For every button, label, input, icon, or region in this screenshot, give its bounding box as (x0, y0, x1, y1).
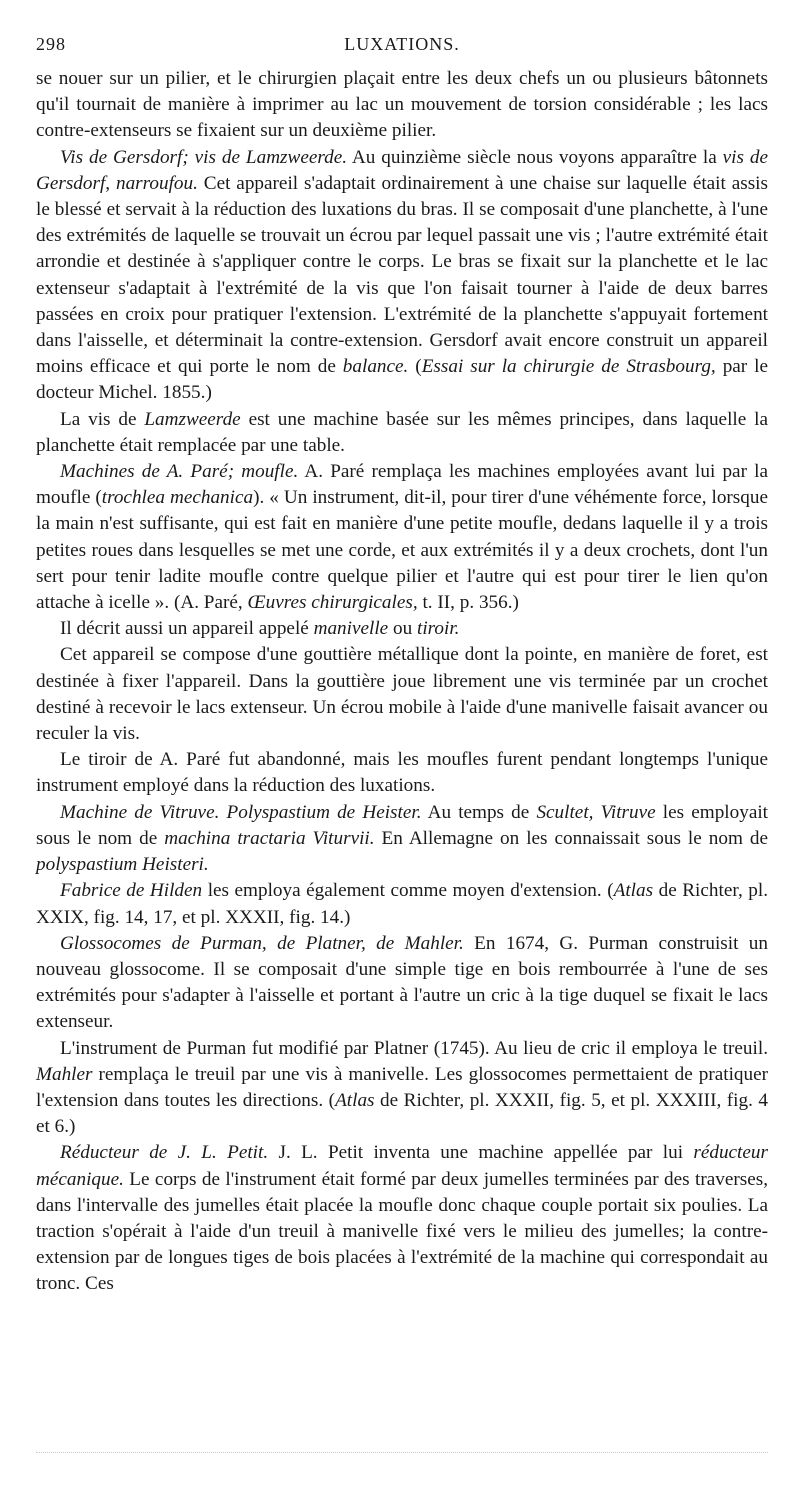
body-text (36, 66, 768, 1298)
paragraph (36, 1036, 768, 1141)
text-run: A. Paré remplaça les machines employées avant lui par la moufle ( (36, 461, 768, 509)
italic-text-run: vis de Gersdorf, narroufou. (36, 146, 769, 194)
text-run: de Richter, pl. XXIX, fig. 14, 17, et pl. XXXII, fig. 14.) (36, 880, 769, 928)
text-run: remplaça le treuil par une vis à manivelle. Les glossocomes permettaient de pratiquer l'extension dans toutes les directions. ( (36, 1063, 768, 1111)
text-run: ( (408, 356, 422, 378)
text-run: L'instrument de Purman fut modifié par Platner (1745). Au lieu de cric il employa le treuil. (60, 1037, 768, 1059)
italic-text-run: manivelle (313, 618, 389, 640)
text-run: par le docteur Michel. 1855.) (36, 356, 769, 404)
text-run: Le tiroir de A. Paré fut abandonné, mais les moufles furent pendant longtemps l'unique instrument employé dans la réduction des luxations. (36, 749, 768, 797)
italic-text-run: Œuvres chirurgicales, (247, 592, 418, 614)
italic-text-run: Mahler (36, 1063, 93, 1085)
page-header (36, 30, 768, 66)
paragraph (36, 642, 768, 747)
paragraph (36, 145, 768, 407)
text-run: les employait sous le nom de (36, 801, 769, 849)
italic-text-run: réducteur mécanique. (36, 1142, 768, 1190)
italic-text-run: polyspastium Heisteri. (36, 854, 209, 876)
text-run: les employa également comme moyen d'extension. ( (202, 880, 614, 902)
page-number: 298 (36, 34, 66, 54)
text-run: J. L. Petit inventa une machine appellée par lui (268, 1142, 694, 1164)
italic-text-run: Vis de Gersdorf; vis de Lamzweerde. (60, 146, 348, 168)
paragraph (36, 878, 768, 930)
text-run: t. II, p. 356.) (417, 592, 519, 614)
text-run: En 1674, G. Purman construisit un nouveau glossocome. Il se composait d'une simple tige en bois rembourrée à l'une de ses extrémités pour s'adapter à l'aisselle et portant à l'autre un cric à la tige duquel se fixait le lacs extenseur. (36, 932, 768, 1033)
italic-text-run: Atlas (613, 880, 654, 902)
text-run: Au quinzième siècle nous voyons apparaître la (347, 146, 723, 168)
text-run: En Allemagne on les connaissait sous le nom de (374, 827, 768, 849)
paragraph (36, 66, 768, 145)
text-run: La vis de (60, 408, 145, 430)
italic-text-run: Glossocomes de Purman, de Platner, de Mahler. (60, 932, 464, 954)
paragraph (36, 459, 768, 616)
italic-text-run: Scultet, Vitruve (536, 801, 656, 823)
italic-text-run: machina tractaria Viturvii. (164, 827, 375, 849)
text-run: est une machine basée sur les mêmes principes, dans laquelle la planchette était remplacée par une table. (36, 408, 768, 456)
text-run: se nouer sur un pilier, et le chirurgien plaçait entre les deux chefs un ou plusieurs bâtonnets qu'il tournait de manière à imprimer au lac un mouvement de torsion considérable ; les lacs contre-extenseurs se fixaient sur un deuxième pilier. (36, 68, 768, 142)
italic-text-run: Machines de A. Paré; moufle. (60, 461, 299, 483)
paragraph (36, 931, 768, 1036)
text-run: Cet appareil s'adaptait ordinairement à une chaise sur laquelle était assis le blessé et servait à la réduction des luxations du bras. Il se composait d'une planchette, à l'une des extrémités de laquelle se trouvait un écrou par lequel passait une vis ; l'autre extrémité était arrondie et destinée à s'appliquer contre le corps. Le bras se fixait sur la planchette et le lac extenseur s'adaptait à l'extrémité de la vis que l'on faisait tourner à l'aide de deux barres passées en croix pour pratiquer l'extension. L'extrémité de la planchette s'appuyait fortement dans l'aisselle, et déterminait la contre-extension. Gersdorf avait encore construit un appareil moins efficace et qui porte le nom de (36, 172, 768, 378)
text-run: Cet appareil se compose d'une gouttière métallique dont la pointe, en manière de foret, est destinée à fixer l'appareil. Dans la gouttière joue librement une vis terminée par un crochet destiné à recevoir le lacs extenseur. Un écrou mobile à l'aide d'une manivelle faisait avancer ou reculer la vis. (36, 644, 768, 745)
paragraph (36, 1140, 768, 1297)
paragraph (36, 800, 768, 879)
italic-text-run: Lamzweerde (144, 408, 241, 430)
italic-text-run: Atlas (335, 1089, 375, 1111)
paragraph (36, 616, 768, 642)
paragraph (36, 407, 768, 459)
paragraph (36, 747, 768, 799)
italic-text-run: trochlea mechanica (101, 487, 254, 509)
italic-text-run: balance. (342, 356, 409, 378)
italic-text-run: tiroir. (416, 618, 460, 640)
italic-text-run: Essai sur la chirurgie de Strasbourg, (421, 356, 716, 378)
italic-text-run: Fabrice de Hilden (60, 880, 203, 902)
italic-text-run: Réducteur de J. L. Petit. (60, 1142, 269, 1164)
text-run: Au temps de (421, 801, 537, 823)
footer-rule (36, 1452, 768, 1453)
text-run: de Richter, pl. XXXII, fig. 5, et pl. XXXIII, fig. 4 et 6.) (36, 1089, 768, 1138)
text-run: ). « Un instrument, dit-il, pour tirer d'une véhémente force, lorsque la main n'est suffisante, qui est fait en manière d'une petite moufle, dedans laquelle il y a trois petites roues dans lesquelles se met une corde, et aux extrémités il y a deux crochets, dont l'un sert pour tenir ladite moufle contre quelque pilier et l'autre qui est pour tirer le lien qu'on attache à icelle ». (A. Paré, (36, 487, 768, 614)
text-run: Il décrit aussi un appareil appelé (60, 618, 314, 640)
running-title: LUXATIONS. (344, 34, 460, 54)
text-run: ou (388, 618, 417, 640)
italic-text-run: Machine de Vitruve. Polyspastium de Heister. (60, 801, 422, 823)
text-run: Le corps de l'instrument était formé par deux jumelles terminées par des traverses, dans l'intervalle des jumelles était placée la moufle donc chaque couple portait six poulies. La traction s'opérait à l'aide d'un treuil à manivelle fixé vers le milieu des jumelles; la contre-extension par de longues tiges de bois placées à l'extrémité de la machine qui correspondait au tronc. Ces (36, 1168, 768, 1295)
